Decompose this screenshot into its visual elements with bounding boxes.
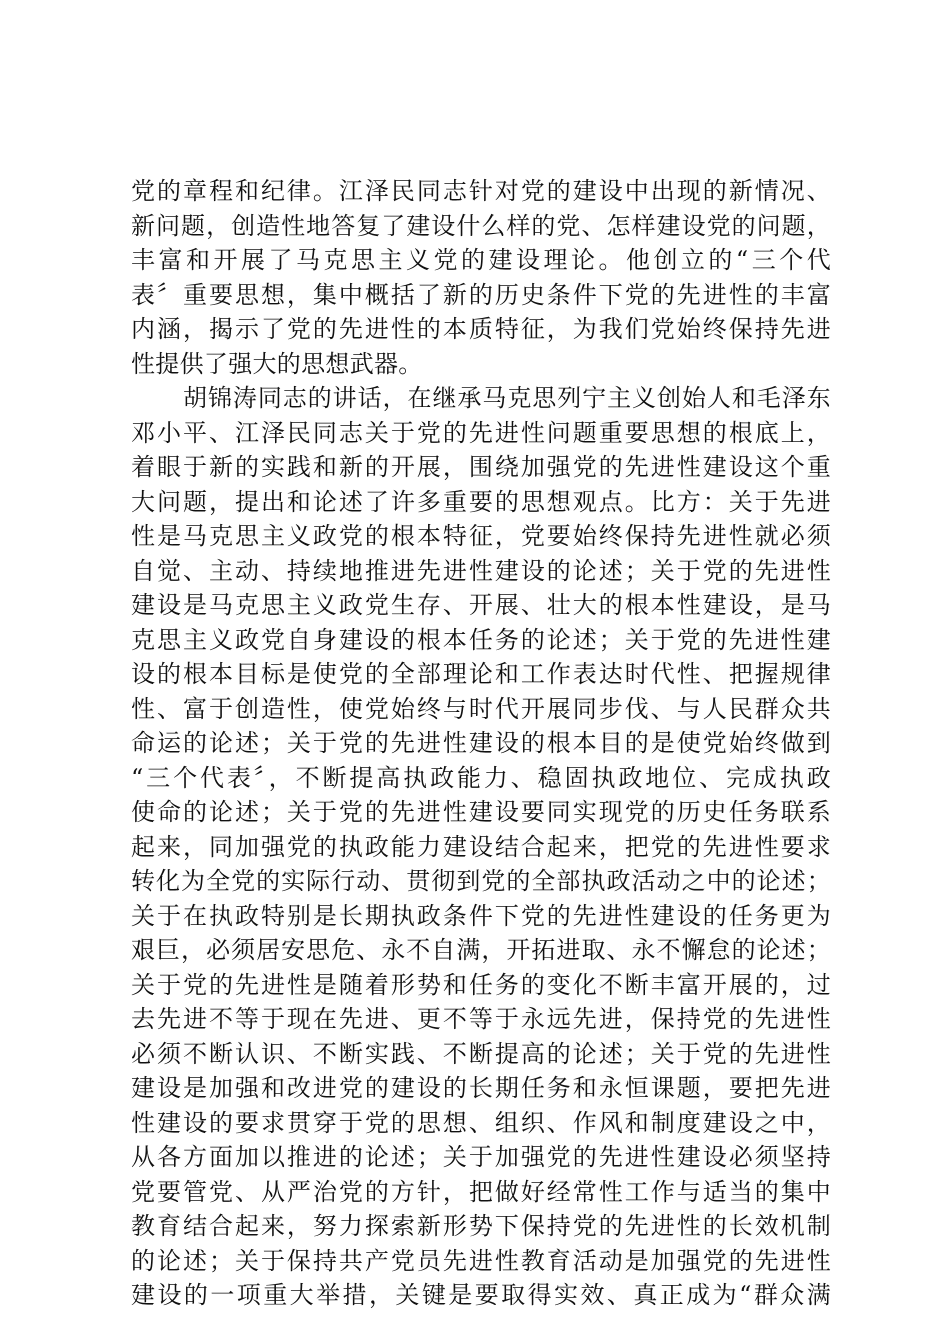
- paragraph-2-line-23: 从各方面加以推进的论述；关于加强党的先进性建设必须坚持: [131, 1143, 831, 1171]
- paragraph-2-line-15: 转化为全党的实际行动、贯彻到党的全部执政活动之中的论述；: [131, 867, 831, 895]
- paragraph-2-line-20: 必须不断认识、不断实践、不断提高的论述；关于党的先进性: [131, 1039, 831, 1068]
- paragraph-2-line-18: 关于党的先进性是随着形势和任务的变化不断丰富开展的，过: [131, 970, 831, 999]
- paragraph-2-line-2: 邓小平、江泽民同志关于党的先进性问题重要思想的根底上，: [131, 418, 831, 447]
- paragraph-2-line-17: 艰巨，必须居安思危、永不自满，开拓进取、永不懈怠的论述；: [131, 936, 831, 964]
- paragraph-2-line-12: “三个代表〞，不断提高执政能力、稳固执政地位、完成执政: [131, 763, 831, 792]
- paragraph-1-line-3: 丰富和开展了马克思主义党的建设理论。他创立的“三个代: [131, 246, 831, 274]
- paragraph-2-line-13: 使命的论述；关于党的先进性建设要同实现党的历史任务联系: [131, 798, 831, 826]
- paragraph-1-line-1: 党的章程和纪律。江泽民同志针对党的建设中出现的新情况、: [131, 177, 831, 205]
- paragraph-2-line-26: 的论述；关于保持共产党员先进性教育活动是加强党的先进性: [131, 1246, 831, 1275]
- paragraph-2-line-27: 建设的一项重大举措，关键是要取得实效、真正成为“群众满: [131, 1281, 831, 1309]
- paragraph-2-line-7: 建设是马克思主义政党生存、开展、壮大的根本性建设，是马: [131, 591, 831, 619]
- paragraph-2-line-5: 性是马克思主义政党的根本特征，党要始终保持先进性就必须: [131, 522, 831, 550]
- paragraph-2-line-10: 性、富于创造性，使党始终与时代开展同步伐、与人民群众共: [131, 694, 831, 723]
- paragraph-2-line-22: 性建设的要求贯穿于党的思想、组织、作风和制度建设之中，: [131, 1108, 831, 1137]
- paragraph-2-line-24: 党要管党、从严治党的方针，把做好经常性工作与适当的集中: [131, 1177, 831, 1206]
- paragraph-2-line-19: 去先进不等于现在先进、更不等于永远先进，保持党的先进性: [131, 1005, 831, 1033]
- paragraph-2-line-6: 自觉、主动、持续地推进先进性建设的论述；关于党的先进性: [131, 556, 831, 585]
- paragraph-2-line-25: 教育结合起来，努力探索新形势下保持党的先进性的长效机制: [131, 1212, 831, 1240]
- paragraph-2-line-8: 克思主义政党自身建设的根本任务的论述；关于党的先进性建: [131, 625, 831, 654]
- paragraph-2-line-9: 设的根本目标是使党的全部理论和工作表达时代性、把握规律: [131, 660, 831, 688]
- paragraph-1-line-5: 内涵，揭示了党的先进性的本质特征，为我们党始终保持先进: [131, 315, 831, 343]
- body-text: [131, 174, 831, 1313]
- paragraph-2-line-11: 命运的论述；关于党的先进性建设的根本目的是使党始终做到: [131, 729, 831, 757]
- paragraph-2-line-21: 建设是加强和改进党的建设的长期任务和永恒课题，要把先进: [131, 1074, 831, 1102]
- paragraph-2-line-3: 着眼于新的实践和新的开展，围绕加强党的先进性建设这个重: [131, 453, 831, 481]
- paragraph-1-line-4: 表〞重要思想，集中概括了新的历史条件下党的先进性的丰富: [131, 280, 831, 309]
- paragraph-2-line-1: 胡锦涛同志的讲话，在继承马克思列宁主义创始人和毛泽东: [183, 384, 831, 412]
- paragraph-2-line-4: 大问题，提出和论述了许多重要的思想观点。比方：关于先进: [131, 487, 831, 516]
- paragraph-2-line-16: 关于在执政特别是长期执政条件下党的先进性建设的任务更为: [131, 901, 831, 930]
- paragraph-1-line-2: 新问题，创造性地答复了建设什么样的党、怎样建设党的问题，: [131, 211, 831, 240]
- paragraph-1-line-6: 性提供了强大的思想武器。: [131, 349, 423, 378]
- paragraph-2-line-14: 起来，同加强党的执政能力建设结合起来，把党的先进性要求: [131, 832, 831, 861]
